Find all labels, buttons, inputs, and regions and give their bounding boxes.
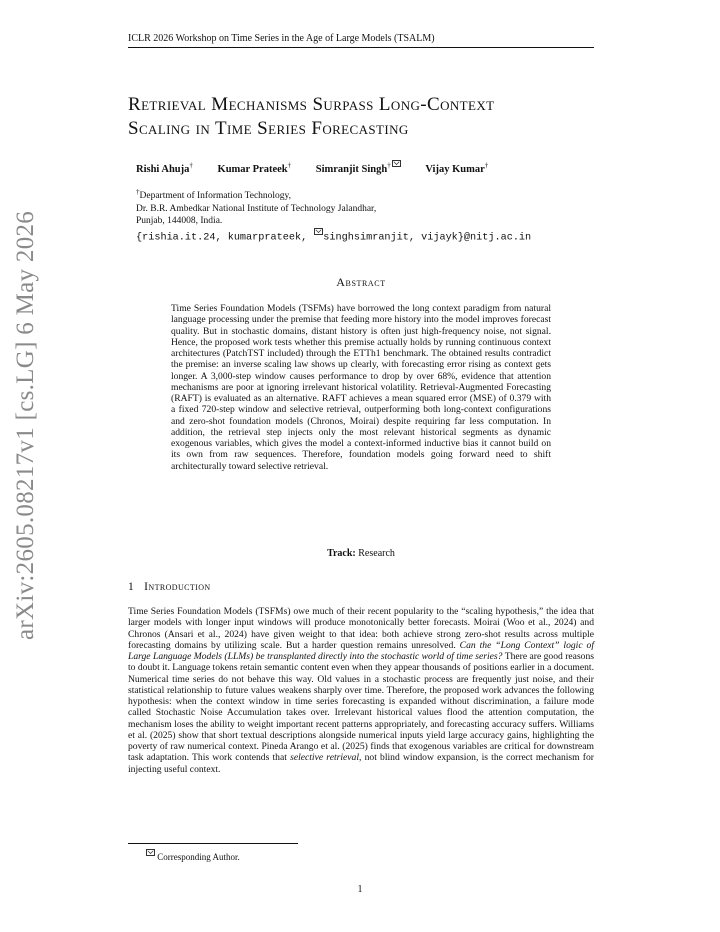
affiliation: [136, 186, 531, 245]
abstract-heading: Abstract: [336, 275, 386, 289]
arxiv-identifier: arXiv:2605.08217v1 [cs.LG] 6 May 2026: [12, 210, 39, 640]
envelope-icon: [146, 849, 155, 856]
page-number: 1: [357, 884, 363, 895]
abstract-text: Time Series Foundation Models (TSFMs) have borrowed the long context paradigm from natural language processing under the premise that feeding more history into the model improves forecast quality. But in stochastic domains, distant history is often just high-frequency noise, not signal. Hence, the proposed work tests whether this premise actually holds by running continuous context architectures (PatchTST included) through the ETTh1 benchmark. The obtained results contradict the premise: an inverse scaling law shows up clearly, with forecasting error rising as context gets longer. A 3,000-step window causes performance to drop by over 68%, evidence that attention mechanisms are poor at ignoring irrelevant historical volatility. Retrieval-Augmented Forecasting (RAFT) is evaluated as an alternative. RAFT achieves a mean squared error (MSE) of 0.379 with a fixed 720-step window and selective retrieval, outperforming both long-context configurations and zero-shot foundation models (Chronos, Moirai) despite requiring far less computation. In addition, the retrieval step injects only the most relevant historical segments as dynamic exogenous variables, which gives the model a context-informed inductive bias it cannot build on its own from raw sequences. Therefore, foundation models going forward need to shift architecturally toward selective retrieval.: [171, 303, 551, 472]
emphasis: selective retrieval: [290, 752, 359, 764]
section-heading: 1 Introduction: [128, 581, 211, 593]
author-list: [136, 160, 510, 175]
author-emails: {rishia.it.24, kumarprateek, singhsimranjit, vijayk}@nitj.ac.in: [136, 228, 531, 245]
envelope-icon: [392, 160, 401, 167]
author: Rishi Ahuja†: [136, 161, 193, 175]
venue-header: ICLR 2026 Workshop on Time Series in the Age of Large Models (TSALM): [128, 33, 594, 48]
affiliation-line: †Department of Information Technology,: [136, 188, 292, 202]
envelope-icon: [314, 228, 323, 235]
research-question: Can the “Long Context” logic of Large Language Models (LLMs) be transplanted directly into the stochastic world of time series?: [128, 639, 594, 662]
title-line-1: Retrieval Mechanisms Surpass Long-Context: [128, 94, 495, 115]
title-line-2: Scaling in Time Series Forecasting: [128, 118, 409, 139]
affiliation-line: Punjab, 144008, India.: [136, 216, 223, 227]
footnote-rule: [128, 843, 298, 844]
footnote: Corresponding Author.: [145, 849, 240, 862]
author: Kumar Prateek†: [217, 161, 292, 175]
affiliation-line: Dr. B.R. Ambedkar National Institute of Technology Jalandhar,: [136, 203, 377, 214]
author: Simranjit Singh†: [316, 164, 401, 175]
paper-title: [128, 93, 608, 141]
author: Vijay Kumar†: [425, 161, 489, 175]
introduction-paragraph: Time Series Foundation Models (TSFMs) owe much of their recent popularity to the “scaling hypothesis,” the idea that larger models with longer input windows will produce monotonically better forecasts. Moirai (Woo et al., 2024) and Chronos (Ansari et al., 2024) have given weight to that idea: both achieve strong zero-shot results across multiple forecasting domains by utilizing scale. But a harder question remains unresolved. Can the “Long Context” logic of Large Language Models (LLMs) be transplanted directly into the stochastic world of time series? There are good reasons to doubt it. Language tokens retain semantic content even when they appear thousands of positions earlier in a document. Numerical time series do not behave this way. Old values in a stochastic process are frequently just noise, and their statistical relationship to future values weakens sharply over time. Therefore, the proposed work advances the following hypothesis: when the context window in time series forecasting is expanded without discrimination, a failure mode called Stochastic Noise Accumulation takes over. Irrelevant historical values flood the attention computation, the mechanism loses the ability to weight important recent patterns appropriately, and forecasting accuracy suffers. Williams et al. (2025) show that short textual descriptions alongside numerical inputs yield large accuracy gains, highlighting the poverty of raw numerical context. Pineda Arango et al. (2025) finds that exogenous variables are critical for downstream task adaptation. This work contends that selective retrieval, not blind window expansion, is the correct mechanism for injecting useful context.: [128, 606, 595, 775]
track-line: Track: Research: [327, 548, 395, 559]
